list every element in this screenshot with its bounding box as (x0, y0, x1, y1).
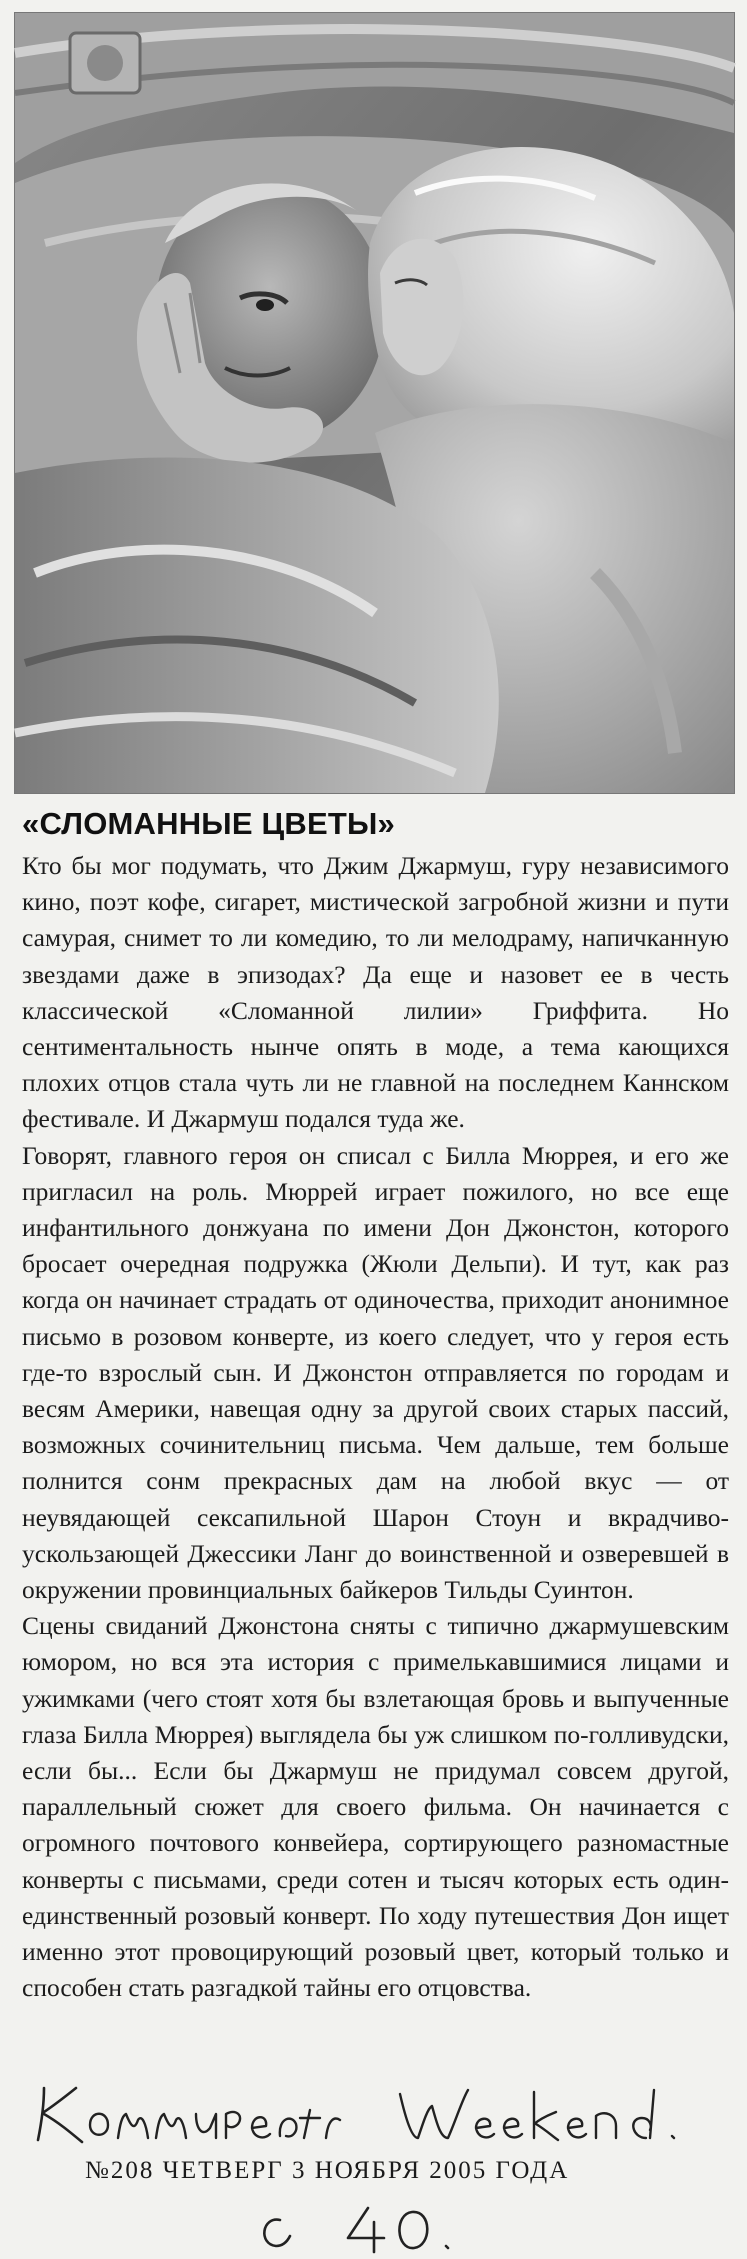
article-paragraph: Сцены свиданий Джонстона сняты с типично джармушевским юмором, но вся эта история с примелькавшимися лицами и ужимками (чего стоят хотя бы взлетающая бровь и выпученные глаза Билла Мюррея) выглядела бы уж слишком по-голливудски, если бы... Если бы Джармуш не придумал совсем другой, параллельный сюжет для своего фильма. Он начинается с огромного почтового конвейера, сортирующего разномастные конверты с письмами, среди сотен и тысяч которых есть один-единственный розовый конверт. По ходу путешествия Дон ищет именно этот провоцирующий розовый цвет, который только и способен стать разгадкой тайны его отцовства. (22, 1611, 729, 2003)
handwritten-source-text: Коммерсантъ Weekend. (30, 2065, 229, 2084)
handwritten-page-note (250, 2185, 510, 2256)
article (22, 802, 729, 2007)
handwritten-source-note (30, 2065, 710, 2150)
film-still-photo (14, 12, 735, 794)
article-paragraph: Говорят, главного героя он списал с Билла Мюррея, и его же пригласил на роль. Мюррей играет пожилого, но все еще инфантильного донжуана по имени Дон Джонстон, которого бросает очередная подружка (Жюли Дельпи). И тут, как раз когда он начинает страдать от одиночества, приходит анонимное письмо в розовом конверте, из коего следует, что у героя есть где-то взрослый сын. И Джонстон отправляется по городам и весям Америки, навещая одну за другой своих старых пассий, возможных сочинительниц письма. Чем дальше, тем больше полнится сонм прекрасных дам на любой вкус — от неувядающей сексапильной Шарон Стоун и вкрадчиво-ускользающей Джессики Ланг до воинственной и озверевшей в окружении провинциальных байкеров Тильды Суинтон. (22, 1140, 729, 1605)
photo-illustration (15, 13, 734, 793)
article-paragraph: Кто бы мог подумать, что Джим Джармуш, гуру независимого кино, поэт кофе, сигарет, мистической загробной жизни и пути самурая, снимет то ли комедию, то ли мелодраму, напичканную звездами даже в эпизодах? Да еще и назовет ее в честь классической «Сломанной лилии» Гриффита. Но сентиментальность нынче опять в моде, а тема кающихся плохих отцов стала чуть ли не главной на последнем Каннском фестивале. И Джармуш подался туда же. (22, 851, 729, 1134)
handwriting-drawing (30, 2065, 710, 2150)
article-headline: «СЛОМАННЫЕ ЦВЕТЫ» (22, 806, 395, 841)
page-note-text: с. 40. (250, 2185, 295, 2204)
article-body (22, 848, 729, 2007)
issue-line: №208 ЧЕТВЕРГ 3 НОЯБРЯ 2005 ГОДА (85, 2157, 570, 2184)
page-note-drawing (250, 2185, 510, 2256)
